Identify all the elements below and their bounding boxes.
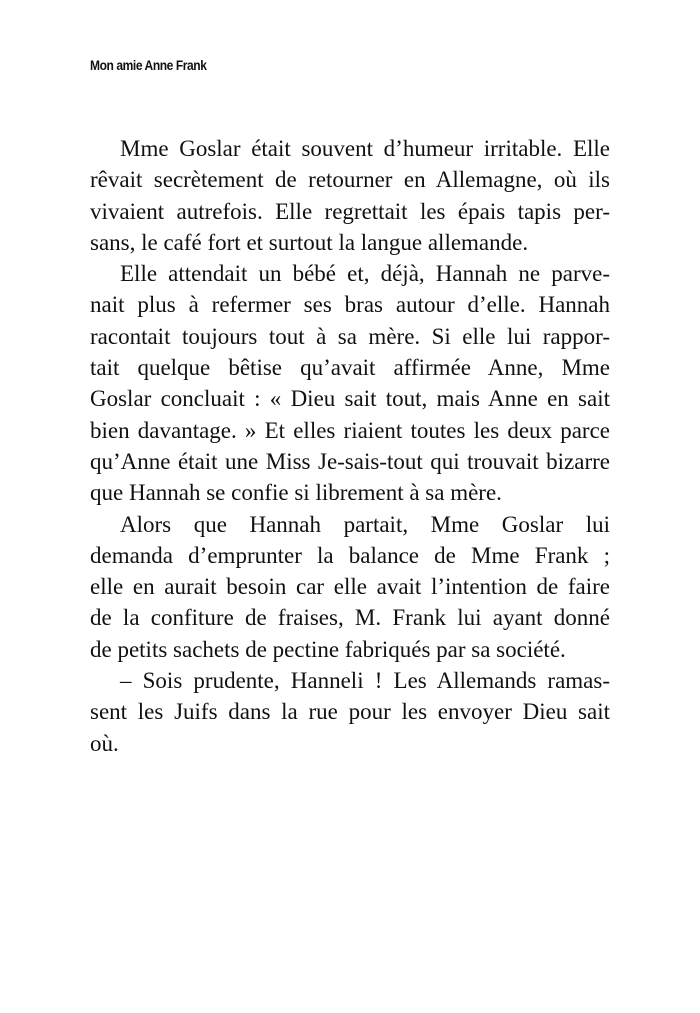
text-line: Elle attendait un bébé et, déjà, Hannah ne parve- <box>120 261 610 287</box>
text-line: demanda d’emprunter la balance de Mme Frank ; <box>90 542 610 568</box>
paragraph-3 <box>90 509 610 665</box>
text-line: nait plus à refermer ses bras autour d’elle. Hannah <box>90 292 610 318</box>
text-line: bien davantage. » Et elles riaient toutes les deux parce <box>90 417 610 443</box>
text-line: Goslar concluait : « Dieu sait tout, mais Anne en sait <box>90 386 610 412</box>
paragraph-1 <box>90 133 610 258</box>
text-line: racontait toujours tout à sa mère. Si elle lui rappor- <box>90 323 610 349</box>
paragraph-2 <box>90 258 610 508</box>
text-line: – Sois prudente, Hanneli ! Les Allemands ramas- <box>120 668 610 694</box>
text-line: Alors que Hannah partait, Mme Goslar lui <box>120 511 610 537</box>
text-line: où. <box>90 730 119 756</box>
running-head: Mon amie Anne Frank <box>90 57 207 73</box>
text-line: elle en aurait besoin car elle avait l’intention de faire <box>90 574 610 600</box>
text-line: sent les Juifs dans la rue pour les envoyer Dieu sait <box>90 699 610 725</box>
text-line: rêvait secrètement de retourner en Allemagne, où ils <box>90 167 610 193</box>
paragraph-4 <box>90 665 610 759</box>
body-text <box>90 133 610 759</box>
text-line: tait quelque bêtise qu’avait affirmée Anne, Mme <box>90 355 610 381</box>
text-line: sans, le café fort et surtout la langue allemande. <box>90 229 529 255</box>
text-line: de petits sachets de pectine fabriqués par sa société. <box>90 636 566 662</box>
text-line: de la confiture de fraises, M. Frank lui ayant donné <box>90 605 610 631</box>
text-line: que Hannah se confie si librement à sa mère. <box>90 480 502 506</box>
text-line: Mme Goslar était souvent d’humeur irritable. Elle <box>120 136 610 161</box>
text-line: vivaient autrefois. Elle regrettait les épais tapis per- <box>90 198 610 224</box>
text-line: qu’Anne était une Miss Je-sais-tout qui trouvait bizarre <box>90 448 610 474</box>
